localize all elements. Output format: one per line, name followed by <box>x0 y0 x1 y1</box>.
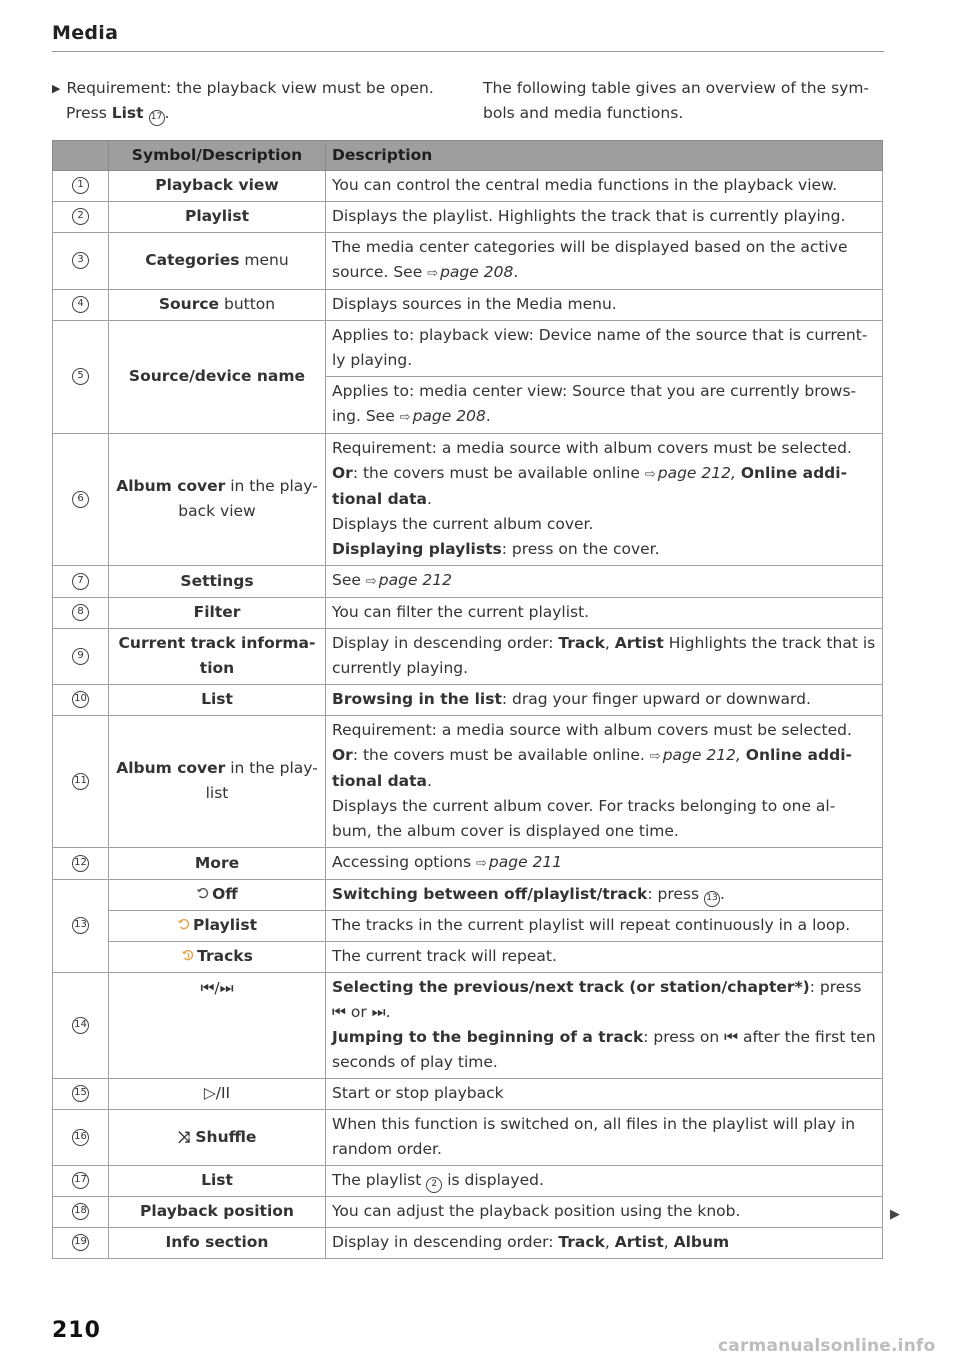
number-5-icon: 5 <box>72 368 89 385</box>
repeat-track-icon <box>181 948 195 962</box>
bullet-triangle-icon: ▶ <box>52 82 61 95</box>
number-19-icon: 19 <box>72 1234 89 1251</box>
table-row: 3 Categories menu The media center categories will be displayed based on the active source. See ⇨ page 208. <box>53 233 883 290</box>
symbol-table <box>52 140 883 1259</box>
number-11-icon: 11 <box>72 773 89 790</box>
table-row: 19 Info section Display in descending order: Track, Artist, Album <box>53 1228 883 1259</box>
table-row: 11 Album cover in the play- list Requirement: a media source with album covers must be selected. Or: the covers must be available online. ⇨ page 212, Online addi- tional data. Displays the current album cover. For tracks belonging to one al- bum, the album cover is displayed one time. <box>53 716 883 848</box>
page-ref-link[interactable]: page 208 <box>412 407 486 425</box>
number-8-icon: 8 <box>72 604 89 621</box>
table-row: 1 Tracks The current track will repeat. <box>53 942 883 973</box>
number-13-icon: 13 <box>72 917 89 934</box>
ref-2-icon: 2 <box>426 1177 442 1193</box>
table-row: 17 List The playlist 2 is displayed. <box>53 1166 883 1197</box>
page-ref-link[interactable]: page 212 <box>378 571 452 589</box>
table-row: 9 Current track informa- tion Display in descending order: Track, Artist Highlights the track that is currently playing. <box>53 629 883 685</box>
page-ref-arrow-icon: ⇨ <box>475 856 487 871</box>
header-description: Description <box>326 141 883 171</box>
number-3-icon: 3 <box>72 252 89 269</box>
page-ref-link[interactable]: page 208 <box>440 263 514 281</box>
continued-arrow-icon: ▶ <box>890 1207 900 1222</box>
number-6-icon: 6 <box>72 491 89 508</box>
number-15-icon: 15 <box>72 1085 89 1102</box>
shuffle-icon: ⤨ <box>177 1127 190 1146</box>
number-14-icon: 14 <box>72 1017 89 1034</box>
table-row: 6 Album cover in the play- back view Requirement: a media source with album covers must be selected. Or: the covers must be available online ⇨ page 212, Online addi- tional data. Displays the current album cover. Displaying playlists: press on the cover. <box>53 434 883 566</box>
number-17-icon: 17 <box>72 1172 89 1189</box>
table-row: 12 More Accessing options ⇨ page 211 <box>53 848 883 880</box>
intro-overview: The following table gives an overview of the sym- bols and media functions. <box>483 79 870 122</box>
table-row: 5 Source/device name Applies to: playback view: Device name of the source that is current- ly playing. <box>53 321 883 377</box>
repeat-playlist-icon <box>177 917 191 931</box>
number-18-icon: 18 <box>72 1203 89 1220</box>
table-row: 16 ⤨ Shuffle When this function is switched on, all files in the playlist will play in random order. <box>53 1110 883 1166</box>
watermark: carmanualsonline.info <box>718 1336 936 1356</box>
play-pause-icon: ▷/II <box>109 1079 326 1110</box>
page-ref-arrow-icon: ⇨ <box>365 574 377 589</box>
number-9-icon: 9 <box>72 648 89 665</box>
ref-17-icon: 17 <box>149 110 165 126</box>
number-10-icon: 10 <box>72 691 89 708</box>
number-16-icon: 16 <box>72 1129 89 1146</box>
page-ref-link[interactable]: page 211 <box>488 853 563 871</box>
page-ref-arrow-icon: ⇨ <box>649 749 661 764</box>
table-row: 2 Playlist Displays the playlist. Highlights the track that is currently playing. <box>53 202 883 233</box>
intro-instruction: ▶ Requirement: the playback view must be open. Press List 17 . <box>52 76 447 126</box>
number-4-icon: 4 <box>72 296 89 313</box>
table-row: 10 List Browsing in the list: drag your finger upward or downward. <box>53 685 883 716</box>
page-ref-arrow-icon: ⇨ <box>399 410 411 425</box>
repeat-off-icon <box>196 886 210 900</box>
table-header-row <box>53 141 883 171</box>
number-12-icon: 12 <box>72 855 89 872</box>
table-row: 1 Playback view You can control the central media functions in the playback view. <box>53 171 883 202</box>
section-title: Media <box>52 22 119 44</box>
table-row: 8 Filter You can filter the current playlist. <box>53 598 883 629</box>
table-row: 18 Playback position You can adjust the playback position using the knob. <box>53 1197 883 1228</box>
table-row: 4 Source button Displays sources in the Media menu. <box>53 290 883 321</box>
ref-13-icon: 13 <box>704 891 720 907</box>
page-ref-link[interactable]: page 212, <box>657 464 736 482</box>
page-ref-arrow-icon: ⇨ <box>427 266 439 281</box>
number-2-icon: 2 <box>72 208 89 225</box>
table-row: Playlist The tracks in the current playlist will repeat continuously in a loop. <box>53 911 883 942</box>
table-row: 14 ⏮/⏭ Selecting the previous/next track (or station/chapter*): press ⏮ or ⏭. Jumping to the beginning of a track: press on ⏮ after the first ten seconds of play time. <box>53 973 883 1079</box>
table-row: 13 Off Switching between off/playlist/track: press 13 . <box>53 880 883 911</box>
header-symbol: Symbol/Description <box>109 141 326 171</box>
table-row: 7 Settings See ⇨ page 212 <box>53 566 883 598</box>
page-number: 210 <box>52 1318 101 1343</box>
number-7-icon: 7 <box>72 573 89 590</box>
prev-next-icon: ⏮/⏭ <box>109 973 326 1079</box>
page-header <box>52 22 884 52</box>
table-row: 15 ▷/II Start or stop playback <box>53 1079 883 1110</box>
page-ref-link[interactable]: page 212, <box>662 746 741 764</box>
svg-text:1: 1 <box>186 952 191 960</box>
table-row: Applies to: media center view: Source that you are currently brows- ing. See ⇨ page 208. <box>53 377 883 434</box>
number-1-icon: 1 <box>72 177 89 194</box>
page-ref-arrow-icon: ⇨ <box>644 467 656 482</box>
